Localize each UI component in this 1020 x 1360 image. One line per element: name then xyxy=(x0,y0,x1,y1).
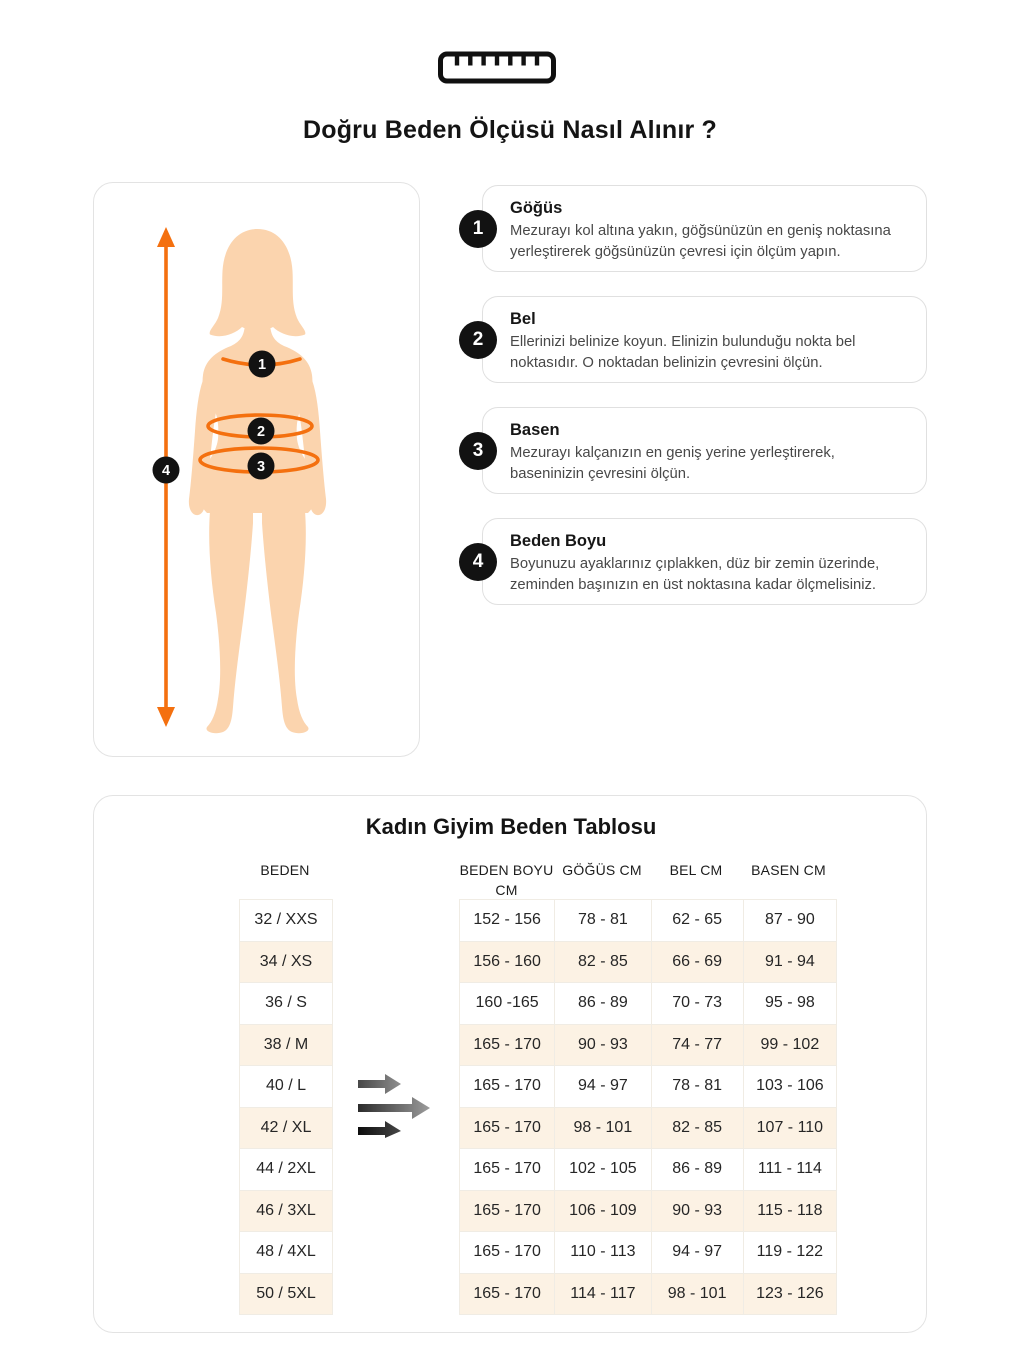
waist-cell: 70 - 73 xyxy=(651,983,743,1025)
height-cell: 152 - 156 xyxy=(460,900,555,942)
size-name-column xyxy=(239,899,333,1315)
figure-marker-1-label: 1 xyxy=(257,357,267,373)
figure-marker-4-label: 4 xyxy=(161,463,171,479)
table-row xyxy=(240,1024,333,1066)
figure-marker-3-label: 3 xyxy=(256,459,266,475)
step-title: Beden Boyu xyxy=(510,532,607,550)
size-cell: 32 / XXS xyxy=(240,900,333,942)
size-cell: 44 / 2XL xyxy=(240,1149,333,1191)
chest-cell: 98 - 101 xyxy=(555,1107,651,1149)
size-column-body xyxy=(240,900,333,1315)
height-cell: 160 -165 xyxy=(460,983,555,1025)
height-cell: 165 - 170 xyxy=(460,1232,555,1274)
column-header-basen: BASEN CM xyxy=(751,862,826,878)
hip-cell: 99 - 102 xyxy=(743,1024,836,1066)
waist-cell: 74 - 77 xyxy=(651,1024,743,1066)
table-row xyxy=(240,983,333,1025)
measurements-table xyxy=(459,899,837,1315)
hip-cell: 91 - 94 xyxy=(743,941,836,983)
table-row xyxy=(460,1190,837,1232)
step-number-badge: 2 xyxy=(459,321,497,359)
height-cell: 165 - 170 xyxy=(460,1024,555,1066)
table-row xyxy=(460,941,837,983)
chest-cell: 86 - 89 xyxy=(555,983,651,1025)
table-row xyxy=(240,1273,333,1315)
size-table-title: Kadın Giyim Beden Tablosu xyxy=(365,814,657,839)
measurement-steps xyxy=(472,185,927,629)
table-row xyxy=(240,1107,333,1149)
step-description: Mezurayı kol altına yakın, göğsünüzün en geniş noktasına yerleştirerek göğsünüzün çevresi için ölçüm yapın. xyxy=(510,223,891,260)
column-header-gogus: GÖĞÜS CM xyxy=(562,862,642,878)
column-header-beden: BEDEN xyxy=(260,862,310,878)
chest-cell: 110 - 113 xyxy=(555,1232,651,1274)
waist-cell: 66 - 69 xyxy=(651,941,743,983)
table-row xyxy=(240,941,333,983)
chest-cell: 102 - 105 xyxy=(555,1149,651,1191)
waist-cell: 98 - 101 xyxy=(651,1273,743,1315)
body-silhouette-diagram xyxy=(94,183,420,757)
table-row xyxy=(460,1232,837,1274)
chest-cell: 114 - 117 xyxy=(555,1273,651,1315)
chest-cell: 90 - 93 xyxy=(555,1024,651,1066)
size-cell: 36 / S xyxy=(240,983,333,1025)
table-row xyxy=(240,900,333,942)
height-cell: 165 - 170 xyxy=(460,1107,555,1149)
ruler-icon xyxy=(437,50,557,85)
hip-cell: 95 - 98 xyxy=(743,983,836,1025)
table-row xyxy=(460,983,837,1025)
step-card-basen xyxy=(472,407,927,494)
table-row xyxy=(460,1024,837,1066)
step-description: Ellerinizi belinize koyun. Elinizin bulunduğu nokta bel noktasıdır. O noktadan belinizin çevresini ölçün. xyxy=(510,334,856,371)
step-number-badge: 4 xyxy=(459,543,497,581)
step-title: Göğüs xyxy=(510,199,563,217)
size-cell: 40 / L xyxy=(240,1066,333,1108)
size-cell: 50 / 5XL xyxy=(240,1273,333,1315)
table-row xyxy=(460,900,837,942)
step-number-badge: 3 xyxy=(459,432,497,470)
height-cell: 165 - 170 xyxy=(460,1273,555,1315)
step-title: Basen xyxy=(510,421,560,439)
step-description: Boyunuzu ayaklarınız çıplakken, düz bir zemin üzerinde, zeminden başınızın en üst noktasına kadar ölçmelisiniz. xyxy=(510,556,880,593)
table-row xyxy=(460,1066,837,1108)
size-cell: 42 / XL xyxy=(240,1107,333,1149)
step-title: Bel xyxy=(510,310,536,328)
hip-cell: 111 - 114 xyxy=(743,1149,836,1191)
column-header-beden-boyu: BEDEN BOYU CM xyxy=(459,862,554,899)
chest-cell: 106 - 109 xyxy=(555,1190,651,1232)
hip-cell: 115 - 118 xyxy=(743,1190,836,1232)
height-cell: 165 - 170 xyxy=(460,1190,555,1232)
table-row xyxy=(460,1149,837,1191)
size-cell: 38 / M xyxy=(240,1024,333,1066)
size-cell: 34 / XS xyxy=(240,941,333,983)
table-row xyxy=(240,1232,333,1274)
waist-cell: 86 - 89 xyxy=(651,1149,743,1191)
waist-cell: 90 - 93 xyxy=(651,1190,743,1232)
chest-cell: 78 - 81 xyxy=(555,900,651,942)
column-header-bel: BEL CM xyxy=(669,862,723,878)
chest-cell: 82 - 85 xyxy=(555,941,651,983)
step-description: Mezurayı kalçanızın en geniş yerine yerleştirerek, baseninizin çevresini ölçün. xyxy=(510,445,835,482)
hip-cell: 107 - 110 xyxy=(743,1107,836,1149)
waist-cell: 82 - 85 xyxy=(651,1107,743,1149)
hip-cell: 123 - 126 xyxy=(743,1273,836,1315)
step-number-badge: 1 xyxy=(459,210,497,248)
waist-cell: 62 - 65 xyxy=(651,900,743,942)
step-card-beden-boyu xyxy=(472,518,927,605)
size-cell: 46 / 3XL xyxy=(240,1190,333,1232)
step-card-bel xyxy=(472,296,927,383)
figure-marker-2-label: 2 xyxy=(256,424,266,440)
table-row xyxy=(240,1149,333,1191)
step-card-gogus xyxy=(472,185,927,272)
height-cell: 165 - 170 xyxy=(460,1066,555,1108)
height-cell: 156 - 160 xyxy=(460,941,555,983)
triple-right-arrows-icon xyxy=(353,1067,448,1139)
hip-cell: 87 - 90 xyxy=(743,900,836,942)
body-figure-panel xyxy=(93,182,420,757)
size-cell: 48 / 4XL xyxy=(240,1232,333,1274)
waist-cell: 78 - 81 xyxy=(651,1066,743,1108)
page-title: Doğru Beden Ölçüsü Nasıl Alınır ? xyxy=(302,116,718,144)
table-row xyxy=(460,1273,837,1315)
hip-cell: 119 - 122 xyxy=(743,1232,836,1274)
chest-cell: 94 - 97 xyxy=(555,1066,651,1108)
table-row xyxy=(460,1107,837,1149)
size-table-card xyxy=(93,795,927,1333)
table-row xyxy=(240,1066,333,1108)
hip-cell: 103 - 106 xyxy=(743,1066,836,1108)
height-cell: 165 - 170 xyxy=(460,1149,555,1191)
table-row xyxy=(240,1190,333,1232)
measurements-body xyxy=(460,900,837,1315)
waist-cell: 94 - 97 xyxy=(651,1232,743,1274)
